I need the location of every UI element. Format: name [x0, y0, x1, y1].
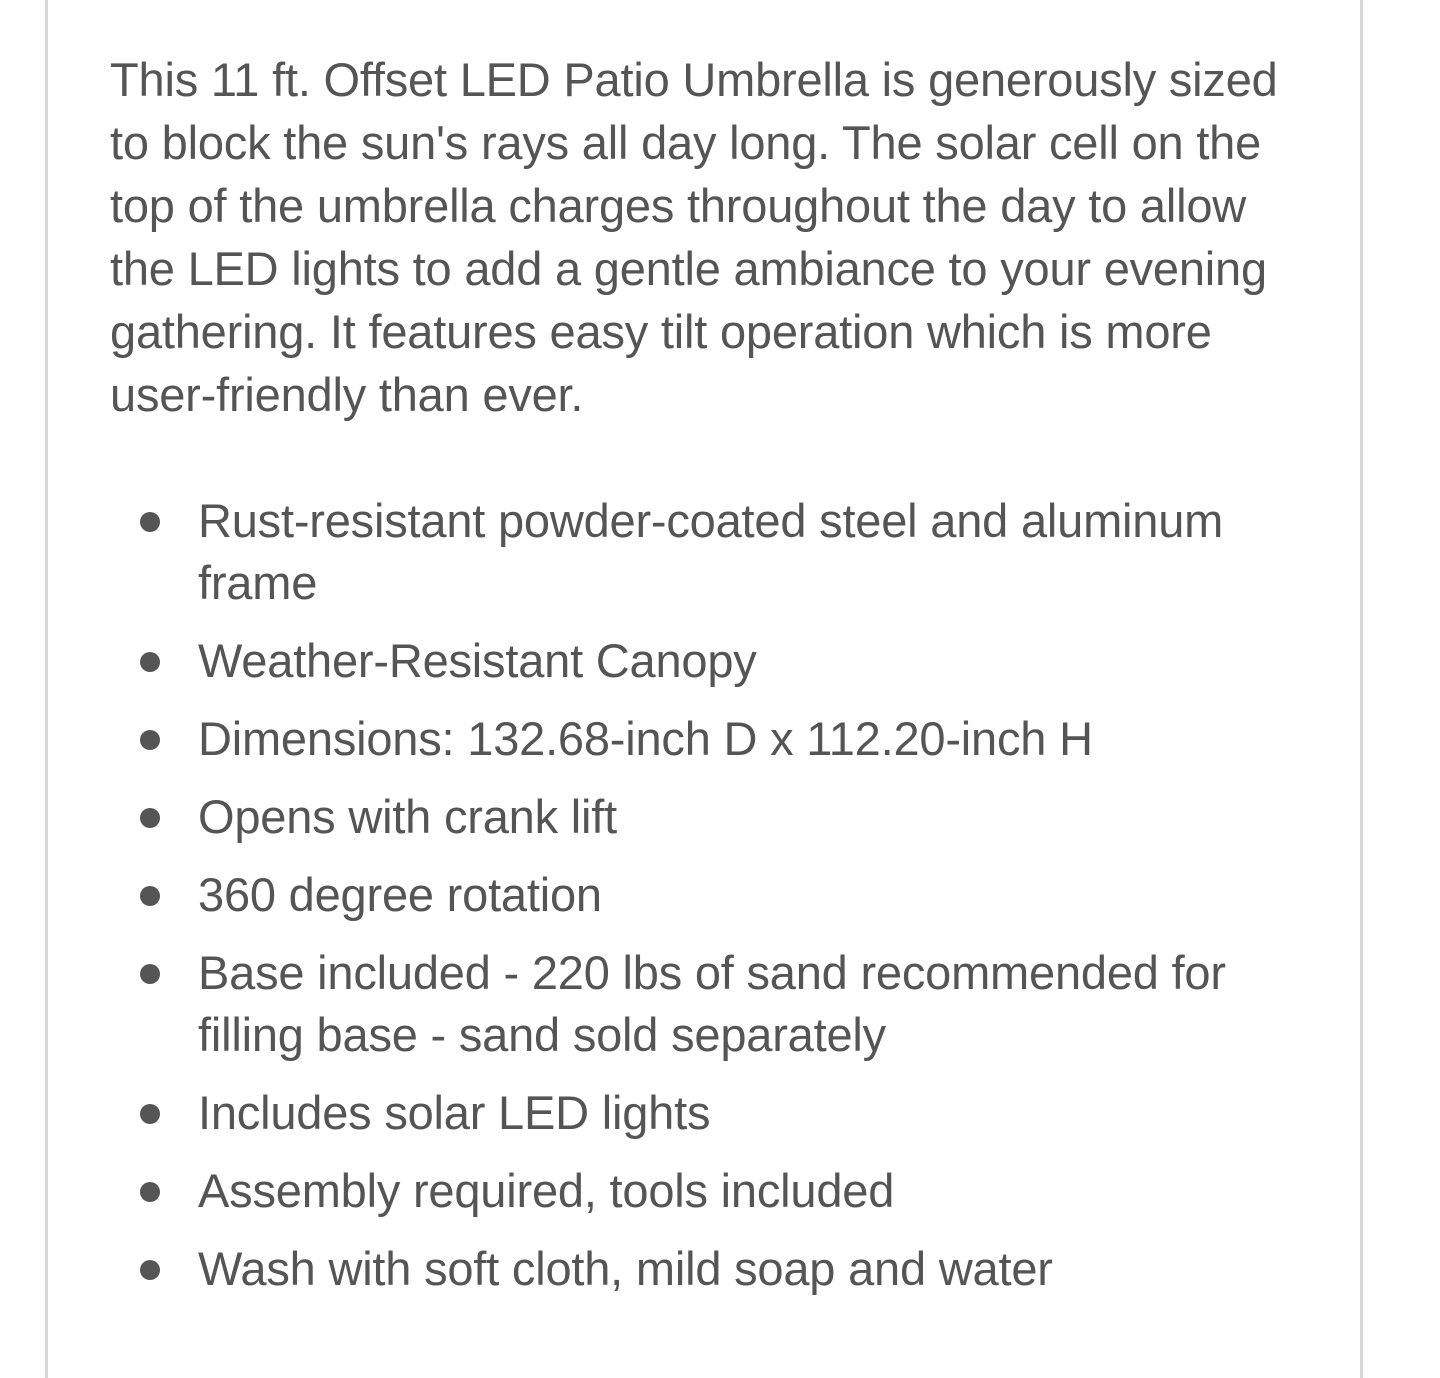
bullet-icon [140, 964, 160, 984]
feature-item [110, 1082, 1310, 1144]
feature-list [110, 490, 1310, 1300]
bullet-icon [140, 652, 160, 672]
feature-text: 360 degree rotation [198, 868, 602, 921]
feature-item [110, 942, 1310, 1066]
feature-item [110, 630, 1310, 692]
feature-item [110, 786, 1310, 848]
bullet-icon [140, 1104, 160, 1124]
feature-text: Weather-Resistant Canopy [198, 634, 757, 687]
bullet-icon [140, 512, 160, 532]
feature-item [110, 864, 1310, 926]
feature-text: Includes solar LED lights [198, 1086, 711, 1139]
feature-text: Dimensions: 132.68-inch D x 112.20-inch H [198, 712, 1093, 765]
product-description: This 11 ft. Offset LED Patio Umbrella is generously sized to block the sun's rays all day long. The solar cell on the top of the umbrella charges throughout the day to allow the LED lights to add a gentle ambiance to your evening gathering. It features easy tilt operation which is more user-friendly than ever. [110, 53, 1278, 421]
feature-text: Assembly required, tools included [198, 1164, 895, 1217]
feature-item [110, 1160, 1310, 1222]
product-details-content [110, 48, 1310, 1316]
feature-text: Opens with crank lift [198, 790, 617, 843]
bullet-icon [140, 730, 160, 750]
bullet-icon [140, 1182, 160, 1202]
bullet-icon [140, 1260, 160, 1280]
feature-text: Wash with soft cloth, mild soap and water [198, 1242, 1053, 1295]
feature-item [110, 1238, 1310, 1300]
feature-item [110, 490, 1310, 614]
feature-text: Base included - 220 lbs of sand recommended for filling base - sand sold separately [198, 946, 1226, 1061]
product-details-panel [45, 0, 1363, 1378]
feature-item [110, 708, 1310, 770]
bullet-icon [140, 886, 160, 906]
bullet-icon [140, 808, 160, 828]
feature-text: Rust-resistant powder-coated steel and aluminum frame [198, 494, 1224, 609]
